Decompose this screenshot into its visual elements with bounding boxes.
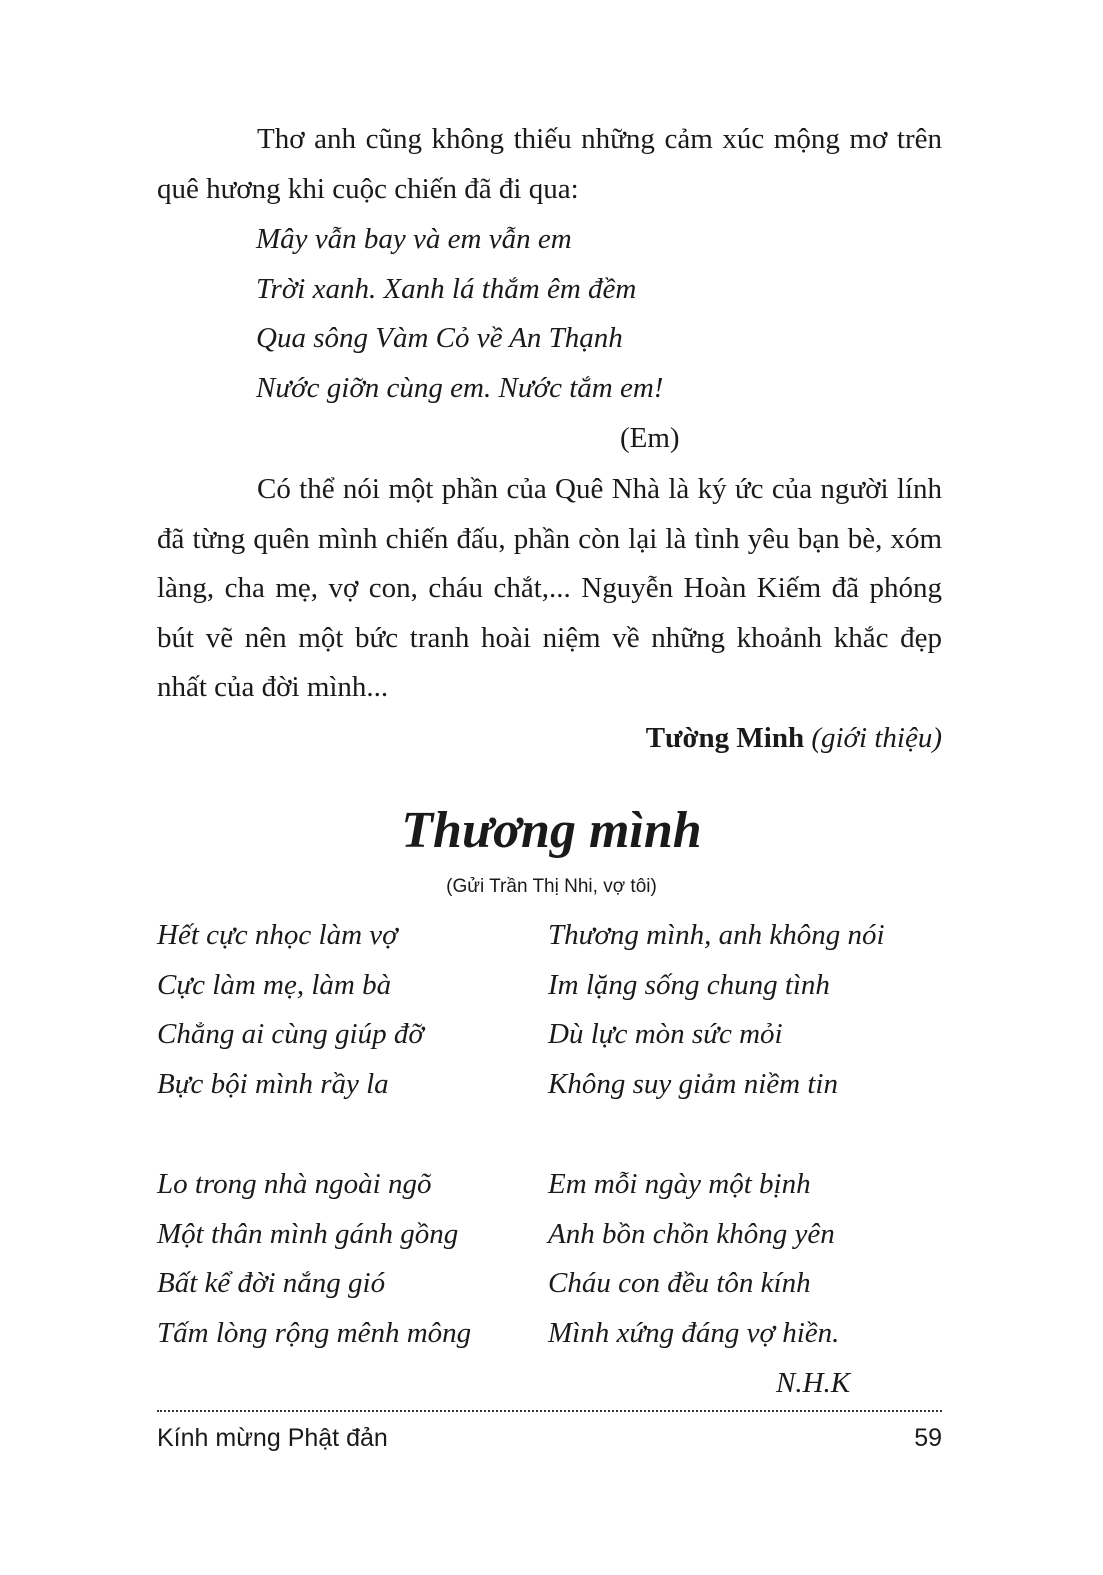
commentary-paragraph: Có thể nói một phần của Quê Nhà là ký ức của người lính đã từng quên mình chiến đấu, phần còn lại là tình yêu bạn bè, xóm làng, cha mẹ, vợ con, cháu chắt,... Nguyễn Hoàn Kiếm đã phóng bút vẽ nên một bức tranh hoài niệm về những khoảnh khắc đẹp nhất của đời mình... xyxy=(157,473,942,703)
page-number: 59 xyxy=(914,1424,942,1452)
poem-title: Thương mình xyxy=(401,802,702,859)
commentary-paragraph-block xyxy=(157,465,942,713)
intro-paragraph-block xyxy=(157,115,942,214)
footer-book-title: Kính mừng Phật đản xyxy=(157,1424,388,1452)
stanza-2-left-column xyxy=(157,1160,471,1359)
poem-line: Lo trong nhà ngoài ngõ xyxy=(157,1168,432,1200)
poem-line: Tấm lòng rộng mênh mông xyxy=(157,1317,472,1350)
poem-line: Bực bội mình rầy la xyxy=(157,1068,389,1101)
poem-line: Mình xứng đáng vợ hiền. xyxy=(548,1317,840,1350)
intro-paragraph: Thơ anh cũng không thiếu những cảm xúc mộng mơ trên quê hương khi cuộc chiến đã đi qua: xyxy=(157,123,942,205)
poem-dedication: (Gửi Trần Thị Nhi, vợ tôi) xyxy=(446,876,657,897)
attribution-role: (giới thiệu) xyxy=(811,722,942,754)
poem-line: Chẳng ai cùng giúp đỡ xyxy=(157,1018,424,1051)
footer-divider xyxy=(157,1410,942,1412)
quoted-poem-line: Mây vẫn bay và em vẫn em xyxy=(256,223,572,255)
attribution xyxy=(646,714,942,764)
poem-line: Anh bồn chồn không yên xyxy=(548,1217,835,1250)
poem-line: Bất kể đời nắng gió xyxy=(157,1267,386,1300)
stanza-2-right-column xyxy=(548,1160,839,1359)
poem-line: Dù lực mòn sức mỏi xyxy=(548,1018,783,1051)
poem-line: Thương mình, anh không nói xyxy=(548,919,885,951)
poem-line: Em mỗi ngày một bịnh xyxy=(548,1168,811,1200)
stanza-1-left-column xyxy=(157,911,424,1110)
poem-line: Một thân mình gánh gồng xyxy=(157,1217,459,1250)
poem-signature: N.H.K xyxy=(776,1367,851,1399)
poem-line: Im lặng sống chung tình xyxy=(548,968,830,1001)
poem-line: Không suy giảm niềm tin xyxy=(548,1068,838,1101)
quoted-poem-line: Qua sông Vàm Cỏ về An Thạnh xyxy=(256,322,623,354)
poem-line: Cháu con đều tôn kính xyxy=(548,1267,811,1300)
poem-line: Hết cực nhọc làm vợ xyxy=(157,919,398,951)
quoted-poem-line: Trời xanh. Xanh lá thắm êm đềm xyxy=(256,272,637,305)
quoted-poem-source: (Em) xyxy=(620,422,680,454)
attribution-name: Tường Minh xyxy=(645,722,805,754)
quoted-poem xyxy=(256,215,663,413)
quoted-poem-line: Nước giỡn cùng em. Nước tắm em! xyxy=(256,371,664,404)
stanza-1-right-column xyxy=(548,911,885,1110)
poem-line: Cực làm mẹ, làm bà xyxy=(157,968,392,1001)
